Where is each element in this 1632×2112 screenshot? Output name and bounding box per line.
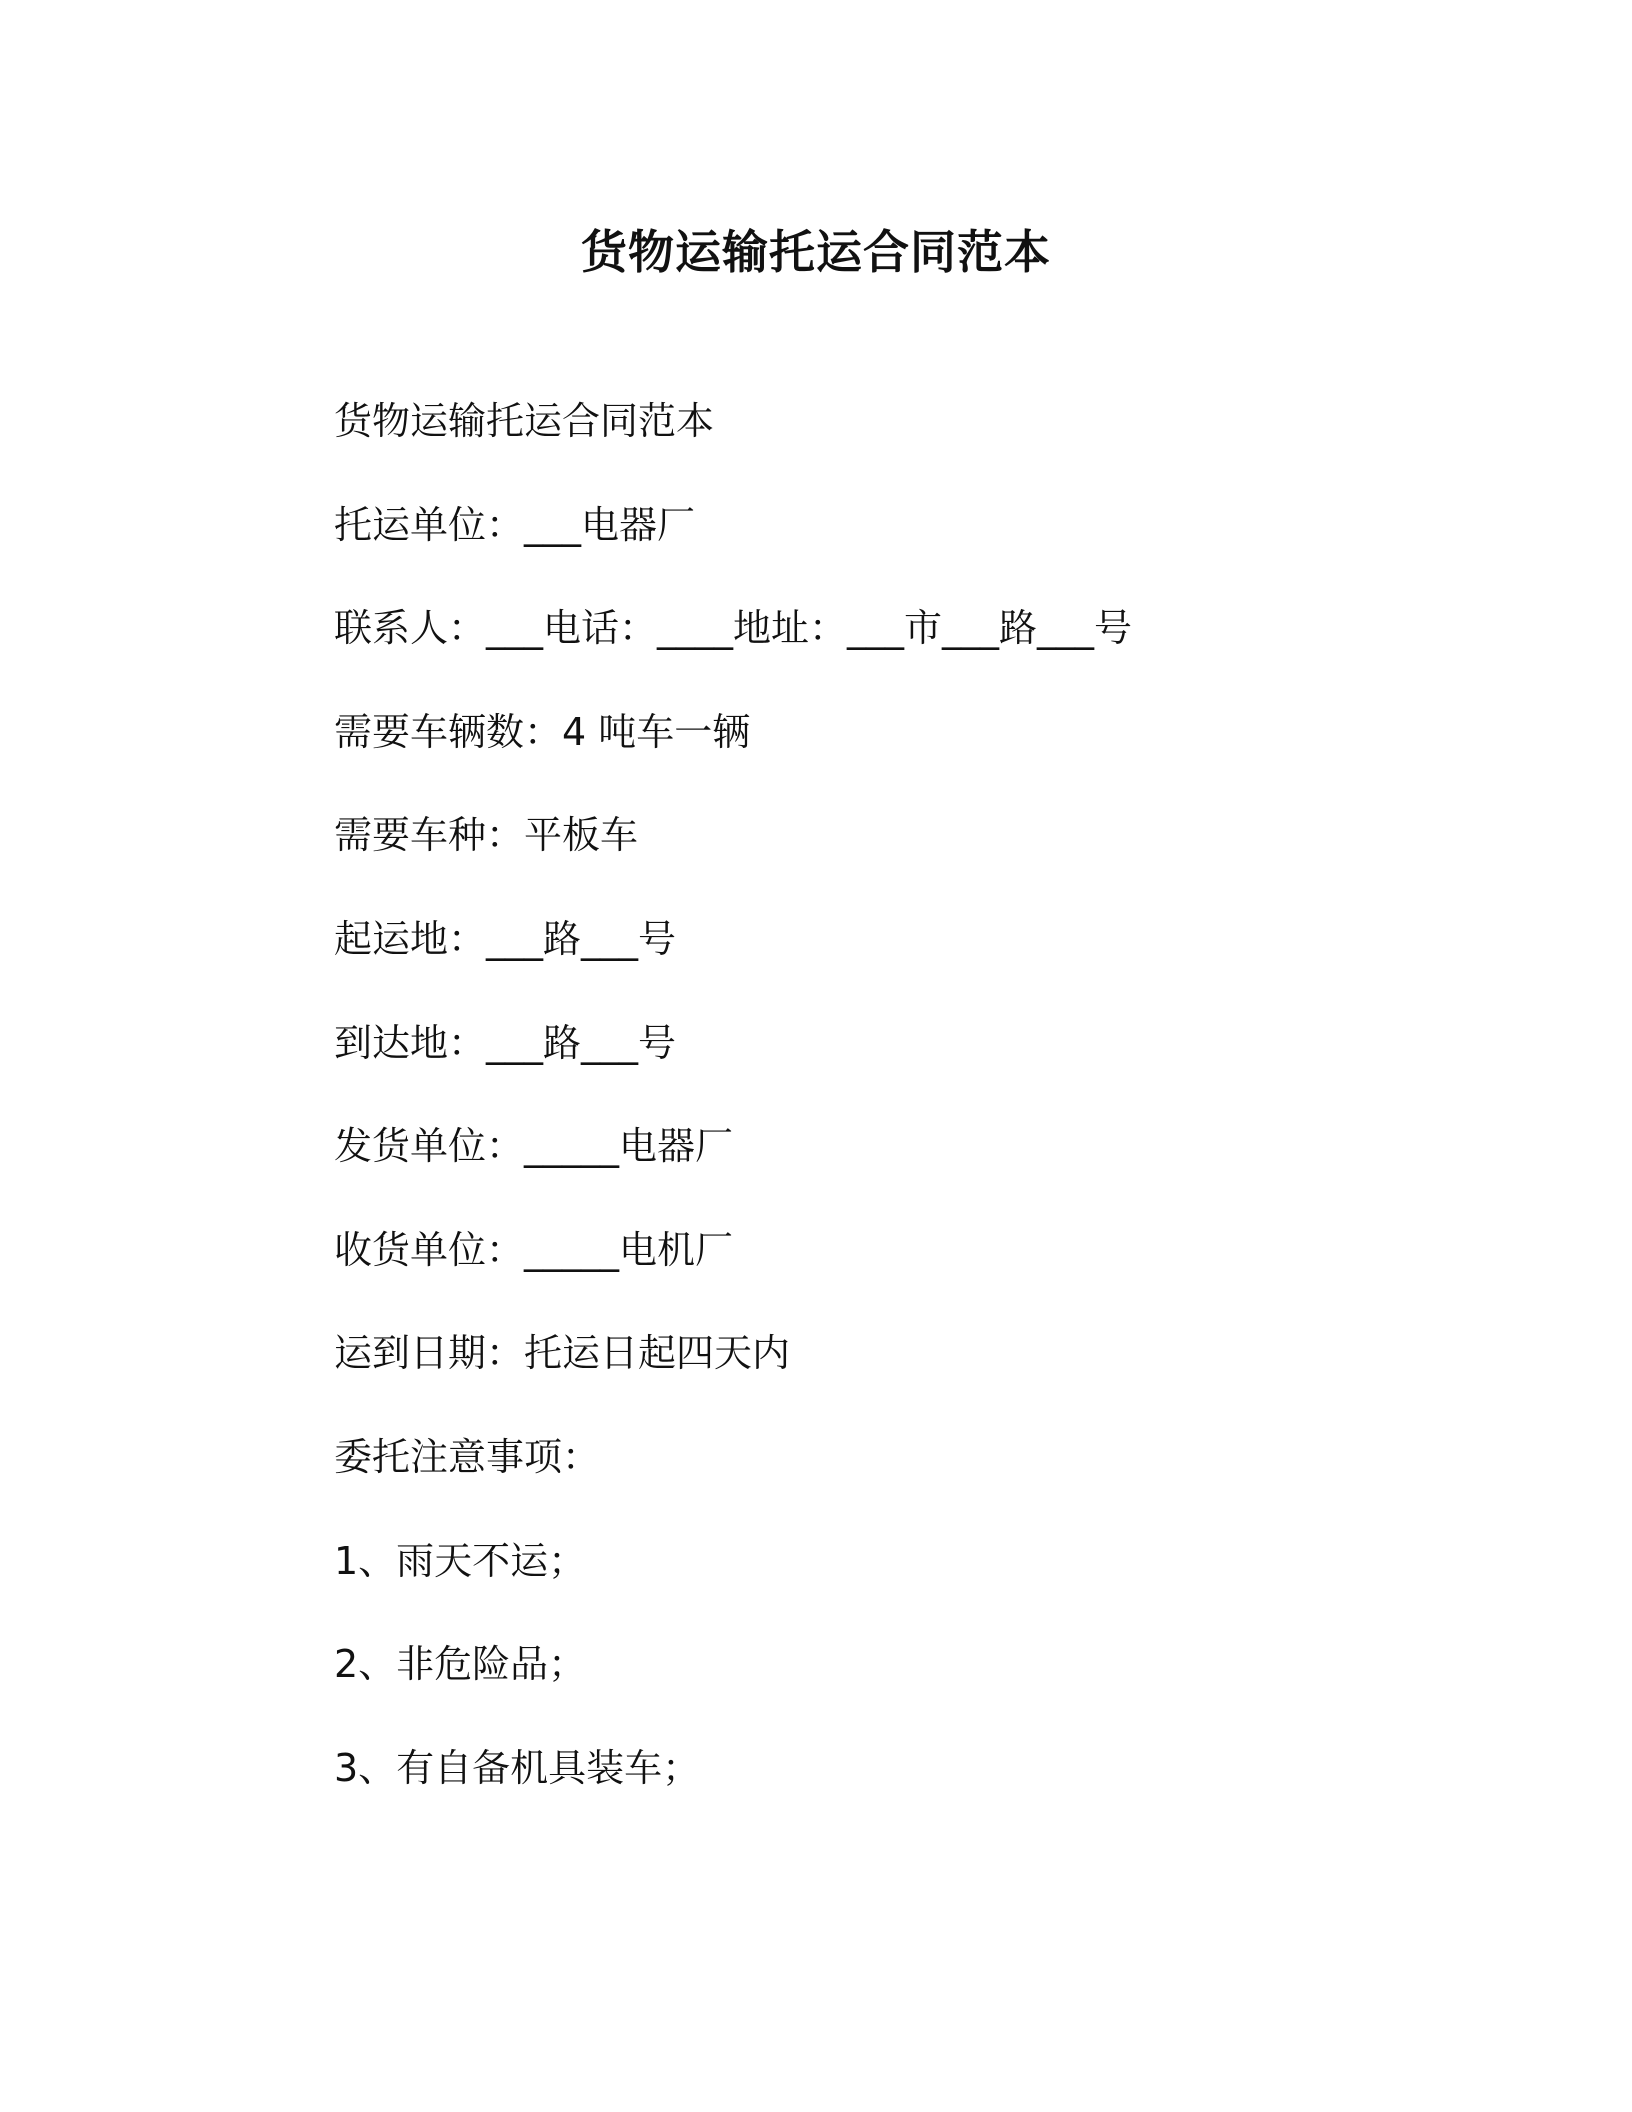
- document-body: [334, 396, 1434, 1846]
- notes-heading: 委托注意事项：: [334, 1434, 601, 1479]
- sender-unit-line: 发货单位：_____电器厂: [334, 1124, 734, 1169]
- destination-line: 到达地：___路___号: [334, 1020, 677, 1065]
- note-item-2: 2、非危险品；: [334, 1642, 587, 1687]
- delivery-date-line: 运到日期：托运日起四天内: [334, 1331, 791, 1376]
- vehicle-type-line: 需要车种：平板车: [334, 813, 639, 858]
- shipper-unit-line: 托运单位：___电器厂: [334, 502, 696, 547]
- vehicle-count-line: 需要车辆数：4 吨车一辆: [334, 709, 751, 754]
- contact-line: 联系人：___电话：____地址：___市___路___号: [334, 606, 1133, 651]
- note-item-3: 3、有自备机具装车；: [334, 1745, 701, 1790]
- receiver-unit-line: 收货单位：_____电机厂: [334, 1227, 734, 1272]
- note-item-1: 1、雨天不运；: [334, 1538, 587, 1583]
- document-title: 货物运输托运合同范本: [581, 225, 1051, 279]
- origin-line: 起运地：___路___号: [334, 916, 677, 961]
- subtitle-line: 货物运输托运合同范本: [334, 399, 715, 443]
